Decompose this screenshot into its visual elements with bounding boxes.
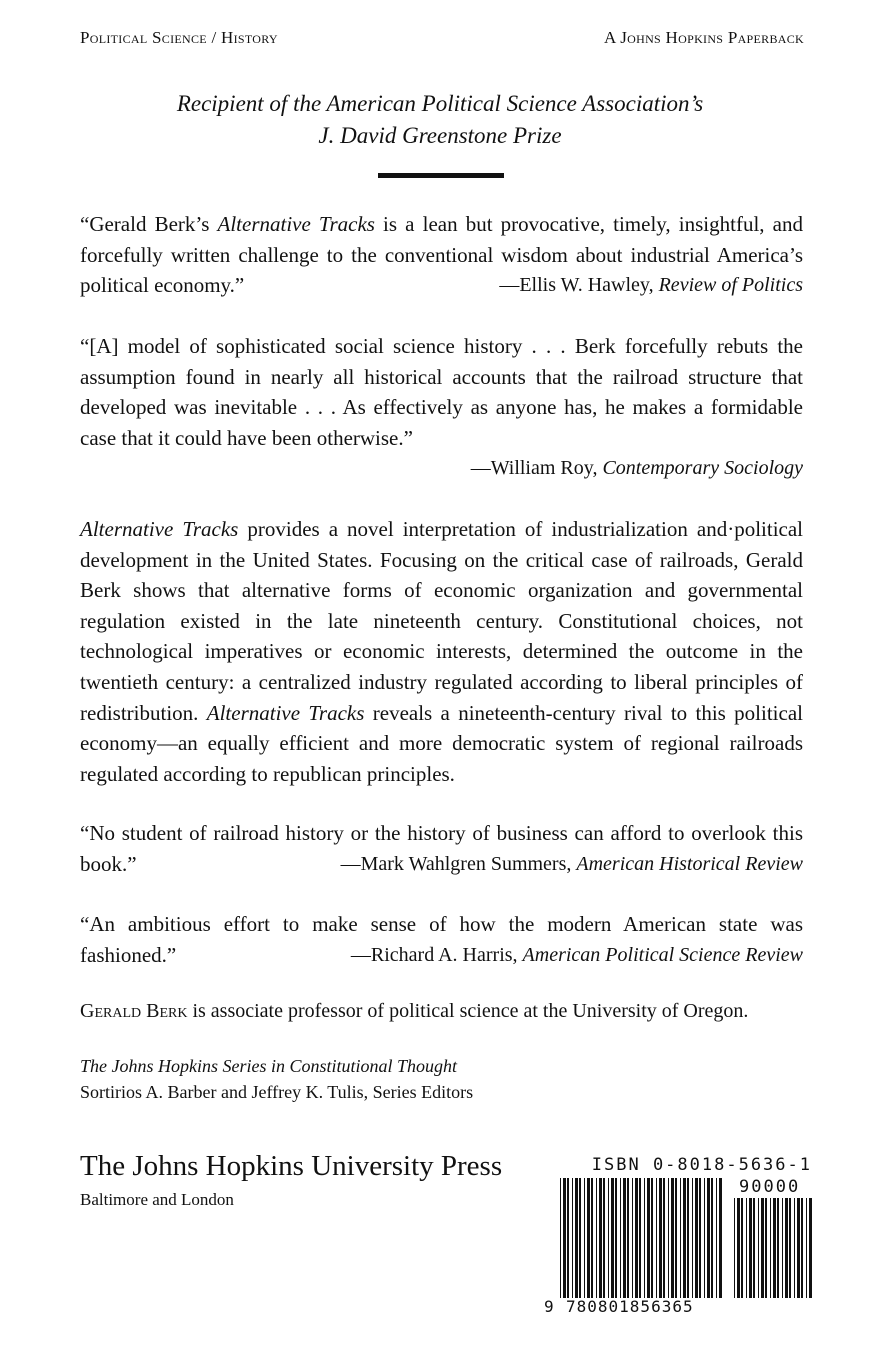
attribution-name: —William Roy, xyxy=(470,457,603,480)
barcode-bar xyxy=(623,1178,626,1298)
series-editors: Sortirios A. Barber and Jeffrey K. Tulis, Series Editors xyxy=(80,1082,474,1102)
barcode-bar xyxy=(806,1198,807,1298)
barcode-bar xyxy=(560,1178,561,1298)
barcode-bar xyxy=(753,1198,755,1298)
attribution-source: American Historical Review xyxy=(576,852,803,875)
barcode-bar xyxy=(608,1178,609,1298)
barcode-bar xyxy=(659,1178,662,1298)
attribution-source: Contemporary Sociology xyxy=(602,457,803,480)
barcode-bar xyxy=(699,1178,701,1298)
barcode-bar xyxy=(663,1178,665,1298)
isbn-label: ISBN 0-8018-5636-1 xyxy=(591,1155,812,1175)
barcode-bar xyxy=(651,1178,653,1298)
ean-barcode-bars xyxy=(560,1178,722,1298)
barcode-bar xyxy=(680,1178,681,1298)
decorative-rule xyxy=(378,173,504,178)
barcode-bar xyxy=(761,1198,764,1298)
barcode-bar xyxy=(639,1178,641,1298)
barcode-bar xyxy=(773,1198,776,1298)
barcode-bar xyxy=(737,1198,740,1298)
author-name: Gerald Berk xyxy=(80,1000,188,1022)
barcode-bar xyxy=(567,1178,569,1298)
series-info xyxy=(80,1053,473,1105)
barcode xyxy=(540,1176,812,1316)
barcode-bar xyxy=(584,1178,585,1298)
attribution-name: —Mark Wahlgren Summers, xyxy=(340,852,577,875)
subject-category: Political Science / History xyxy=(80,28,278,47)
barcode-bar xyxy=(671,1178,674,1298)
barcode-bar xyxy=(675,1178,677,1298)
barcode-bar xyxy=(716,1178,717,1298)
publisher-name: The Johns Hopkins University Press xyxy=(80,1150,503,1182)
barcode-bar xyxy=(647,1178,650,1298)
barcode-bar xyxy=(683,1178,686,1298)
book-title: Alternative Tracks xyxy=(206,700,365,725)
barcode-bar xyxy=(746,1198,747,1298)
price-code: 90000 xyxy=(739,1177,801,1197)
barcode-bar xyxy=(632,1178,633,1298)
attribution-source: American Political Science Review xyxy=(522,943,803,966)
barcode-bar xyxy=(611,1178,614,1298)
barcode-bar xyxy=(644,1178,645,1298)
award-line-2: J. David Greenstone Prize xyxy=(318,123,562,148)
barcode-bar xyxy=(603,1178,605,1298)
review-quote-hawley xyxy=(80,209,803,301)
award-line-1: Recipient of the American Political Science Association’s xyxy=(176,91,704,116)
barcode-bar xyxy=(587,1178,590,1298)
barcode-bar xyxy=(615,1178,617,1298)
barcode-bar xyxy=(695,1178,698,1298)
barcode-bar xyxy=(719,1178,722,1298)
paperback-series-label: A Johns Hopkins Paperback xyxy=(604,28,804,47)
author-bio xyxy=(80,1000,748,1023)
quote-attribution xyxy=(351,940,803,971)
barcode-bar xyxy=(797,1198,800,1298)
barcode-bar xyxy=(692,1178,693,1298)
quote-text-start: “Gerald Berk’s xyxy=(80,212,218,236)
barcode-bar xyxy=(809,1198,812,1298)
publisher-cities: Baltimore and London xyxy=(80,1190,234,1209)
barcode-bar xyxy=(704,1178,705,1298)
barcode-bar xyxy=(749,1198,752,1298)
barcode-bar xyxy=(563,1178,566,1298)
book-description xyxy=(80,514,803,789)
barcode-bar xyxy=(591,1178,593,1298)
series-title: The Johns Hopkins Series in Constitutional Thought xyxy=(80,1056,458,1076)
barcode-bar xyxy=(656,1178,657,1298)
review-quote-roy xyxy=(80,331,803,484)
award-statement xyxy=(0,88,880,152)
barcode-bar xyxy=(627,1178,629,1298)
barcode-bar xyxy=(707,1178,710,1298)
barcode-bar xyxy=(758,1198,759,1298)
quote-text: “An ambitious effort to make sense of how the modern American state was fashioned.” xyxy=(80,912,803,967)
book-title: Alternative Tracks xyxy=(217,212,375,236)
attribution-name: —Richard A. Harris, xyxy=(350,943,523,966)
ean-digits: 780801856365 xyxy=(566,1297,694,1316)
barcode-bar xyxy=(785,1198,788,1298)
description-text-1: provides a novel interpretation of industrialization and·political development in the United States. Focusing on the critical case of railroads, Gerald Berk shows that alternative forms of economic organization and governmental regulation existed in the late nineteenth century. Constitutional choices, not technological imperatives or economic interests, determined the outcome in the twentieth century: a centralized industry regulated according to liberal principles of redistribution. xyxy=(80,517,804,725)
barcode-bar xyxy=(777,1198,779,1298)
barcode-bar xyxy=(572,1178,573,1298)
price-addon-bars xyxy=(734,1198,812,1298)
quote-attribution xyxy=(341,849,803,880)
quote-text-end: is a lean but provocative, timely, insightful, and forcefully written challenge to the conventional wisdom about industrial America’s political economy.” xyxy=(80,212,803,298)
barcode-bar xyxy=(741,1198,743,1298)
attribution-source: Review of Politics xyxy=(658,274,803,297)
ean-lead-digit: 9 xyxy=(544,1297,554,1316)
barcode-bar xyxy=(599,1178,602,1298)
review-quote-summers xyxy=(80,818,803,879)
barcode-bar xyxy=(687,1178,689,1298)
quote-text: “No student of railroad history or the history of business can afford to overlook this book.” xyxy=(80,821,803,876)
barcode-bar xyxy=(801,1198,803,1298)
attribution-name: —Ellis W. Hawley, xyxy=(499,274,659,297)
barcode-bar xyxy=(596,1178,597,1298)
review-quote-harris xyxy=(80,909,803,970)
barcode-bar xyxy=(575,1178,578,1298)
barcode-bar xyxy=(620,1178,621,1298)
barcode-bar xyxy=(782,1198,783,1298)
barcode-bar xyxy=(711,1178,713,1298)
barcode-bar xyxy=(668,1178,669,1298)
barcode-bar xyxy=(579,1178,581,1298)
author-bio-text: is associate professor of political science at the University of Oregon. xyxy=(187,1000,749,1022)
barcode-bar xyxy=(635,1178,638,1298)
description-text-2: reveals a nineteenth-century rival to this political economy—an equally efficient and more democratic system of regional railroads regulated according to republican principles. xyxy=(80,700,803,786)
barcode-bar xyxy=(789,1198,791,1298)
barcode-bar xyxy=(734,1198,735,1298)
book-title: Alternative Tracks xyxy=(80,517,239,541)
quote-attribution xyxy=(80,453,803,484)
barcode-bar xyxy=(770,1198,771,1298)
quote-attribution xyxy=(499,270,803,301)
barcode-bar xyxy=(794,1198,795,1298)
barcode-bar xyxy=(765,1198,767,1298)
quote-text: “[A] model of sophisticated social science history . . . Berk forcefully rebuts the assumption found in nearly all historical accounts that the railroad structure that developed was inevitable . . . As effectively as anyone has, he makes a formidable case that it could have been otherwise.” xyxy=(80,334,803,450)
